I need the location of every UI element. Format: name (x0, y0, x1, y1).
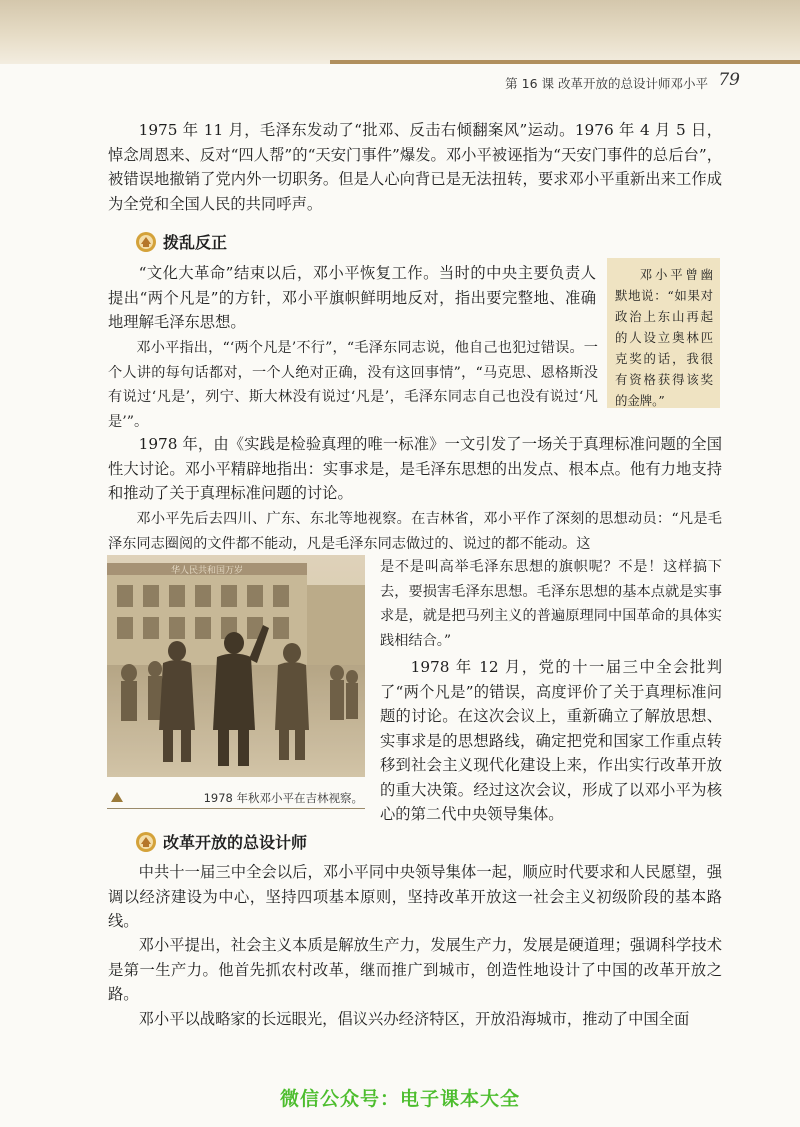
paragraph-7: 邓小平以战略家的长远眼光，倡议兴办经济特区，开放沿海城市，推动了中国全面 (138, 1010, 690, 1028)
photo-jilin-inspection (107, 555, 365, 777)
paragraph-4: 1978 年 12 月，党的十一届三中全会批判了“两个凡是”的错误，高度评价了关于真理标准问题的讨论。在这次会议上，重新确立了解放思想、实事求是的思想路线，确定把党和国家工作重点转移到社会主义现代化建设上来，作出实行改革开放的重大决策。经过这次会议，形成了以邓小平为核心的第二代中央领导集体。 (380, 658, 722, 823)
caption-marker-icon (111, 792, 123, 802)
header-band (0, 0, 800, 64)
badge-icon (135, 231, 157, 253)
paragraph-6: 邓小平提出，社会主义本质是解放生产力，发展生产力，发展是硬道理；强调科学技术是第一生产力。他首先抓农村改革，继而推广到城市，创造性地设计了中国的改革开放之路。 (108, 936, 722, 1003)
section-heading-2 (135, 830, 307, 853)
badge-icon (135, 831, 157, 853)
page-number: 79 (718, 70, 740, 90)
photo-caption (107, 790, 365, 809)
section-title-1: 拨乱反正 (163, 233, 228, 252)
watermark: 微信公众号：电子课本大全 (279, 1088, 520, 1110)
section-heading-1 (135, 230, 227, 253)
quote-1: 邓小平指出，“‘两个凡是’不行”，“毛泽东同志说，他自己也犯过错误。一个人讲的每句话都对，一个人绝对正确，没有这回事情”，“马克思、恩格斯没有说过‘凡是’，列宁、斯大林没有说过‘凡是’，毛泽东同志自己也没有说过‘凡是’”。 (108, 340, 598, 430)
building-sign-text: 华人民共和国万岁 (170, 566, 244, 576)
paragraph-5: 中共十一届三中全会以后，邓小平同中央领导集体一起，顺应时代要求和人民愿望，强调以经济建设为中心，坚持四项基本原则，坚持改革开放这一社会主义初级阶段的基本路线。 (108, 863, 722, 930)
paragraph-3: 1978 年，由《实践是检验真理的唯一标准》一文引发了一场关于真理标准问题的全国性大讨论。邓小平精辟地指出：实事求是，是毛泽东思想的出发点、根本点。他有力地支持和推动了关于真理标准问题的讨论。 (108, 435, 722, 502)
paragraph-1: 1975 年 11 月，毛泽东发动了“批邓、反击右倾翻案风”运动。1976 年 4 月 5 日，悼念周恩来、反对“四人帮”的“天安门事件”爆发。邓小平被诬指为“天安门事件的总后台”，被错误地撤销了党内外一切职务。但是人心向背已是无法扭转，要求邓小平重新出来工作成为全党和全国人民的共同呼声。 (108, 121, 722, 213)
sidenote-box: 邓小平曾幽默地说：“如果对政治上东山再起的人设立奥林匹克奖的话，我很有资格获得该奖的金牌。” (607, 258, 720, 408)
photo-image (107, 555, 365, 777)
quote-2-top: 邓小平先后去四川、广东、东北等地视察。在吉林省，邓小平作了深刻的思想动员：“凡是毛泽东同志圈阅的文件都不能动，凡是毛泽东同志做过的、说过的都不能动。这 (108, 511, 722, 552)
lesson-title: 第 16 课 改革开放的总设计师邓小平 (505, 76, 708, 91)
quote-2-side: 是不是叫高举毛泽东思想的旗帜呢？不是！这样搞下去，要损害毛泽东思想。毛泽东思想的基本点就是实事求是，就是把马列主义的普遍原理同中国革命的具体实践相结合。” (380, 559, 722, 649)
caption-text: 1978 年秋邓小平在吉林视察。 (203, 791, 363, 805)
section-title-2: 改革开放的总设计师 (163, 833, 308, 852)
header-rule (330, 60, 800, 64)
paragraph-2: “文化大革命”结束以后，邓小平恢复工作。当时的中央主要负责人提出“两个凡是”的方针，邓小平旗帜鲜明地反对，指出要完整地、准确地理解毛泽东思想。 (108, 264, 596, 331)
